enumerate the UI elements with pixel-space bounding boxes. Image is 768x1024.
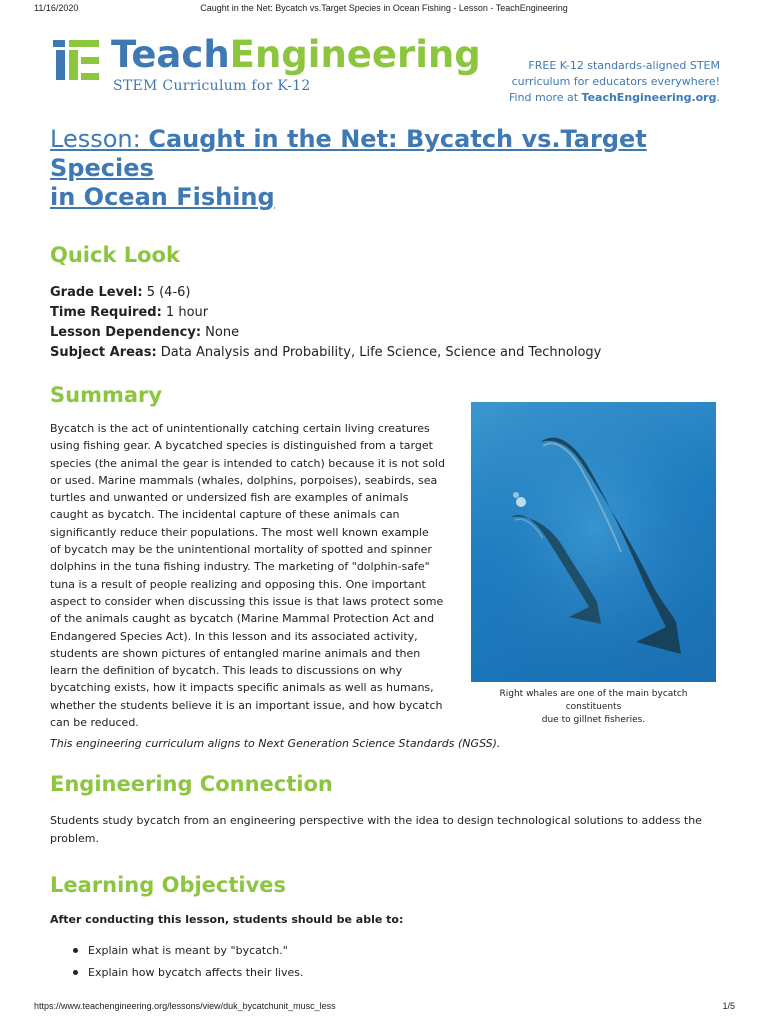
whale-illustration xyxy=(471,402,716,682)
quick-look-heading: Quick Look xyxy=(50,243,180,267)
summary-line: students are shown pictures of entangled marine animals and then xyxy=(50,646,421,660)
summary-text xyxy=(50,420,460,731)
engineering-connection-heading: Engineering Connection xyxy=(50,772,333,796)
print-header xyxy=(0,0,768,14)
lesson-title-link[interactable] xyxy=(50,125,647,211)
learning-objectives-heading: Learning Objectives xyxy=(50,873,287,897)
summary-line: of bycatch may be the unintentional mortality of spotted and spinner xyxy=(50,543,432,557)
summary-line: learn the definition of bycatch. This leads to discussions on why xyxy=(50,664,403,678)
print-page-number: 1/5 xyxy=(722,1001,735,1011)
ngss-note: This engineering curriculum aligns to Next Generation Science Standards (NGSS). xyxy=(50,737,501,750)
summary-line: species (the animal the gear is intended to catch) because it is not sold xyxy=(50,456,445,470)
summary-heading: Summary xyxy=(50,383,163,407)
lesson-dependency-row xyxy=(50,323,601,343)
lesson-prefix: Lesson: xyxy=(50,125,149,153)
logo-wordmark xyxy=(111,33,481,76)
lesson-name-line-1: Caught in the Net: Bycatch vs.Target Species xyxy=(50,125,647,182)
photo-caption-line-1: Right whales are one of the main bycatch constituents xyxy=(499,689,688,712)
summary-line: Bycatch is the act of unintentionally catching certain living creatures xyxy=(50,422,430,435)
promo-line-1: FREE K-12 standards-aligned STEM xyxy=(528,59,720,72)
time-required-value: 1 hour xyxy=(161,305,209,320)
promo-line-2: curriculum for educators everywhere! xyxy=(511,75,720,88)
summary-line: significantly reduce their populations. The most well known example xyxy=(50,525,429,539)
engineering-connection-line-2: problem. xyxy=(50,832,100,845)
promo-line-3-prefix: Find more at xyxy=(508,91,582,104)
logo-word-engineering: Engineering xyxy=(229,33,481,76)
logo-mark-icon xyxy=(53,40,99,80)
right-whales-photo xyxy=(471,402,716,682)
objective-text: Explain how bycatch affects their lives. xyxy=(88,966,304,979)
time-required-row xyxy=(50,303,601,323)
learning-objectives-lead: After conducting this lesson, students should be able to: xyxy=(50,913,404,926)
logo-word-teach: Teach xyxy=(111,33,230,76)
logo-tagline: STEM Curriculum for K-12 xyxy=(113,78,311,94)
engineering-connection-text xyxy=(50,812,730,848)
photo-caption xyxy=(471,688,716,727)
grade-level-label: Grade Level: xyxy=(50,285,143,300)
grade-level-row xyxy=(50,283,601,303)
engineering-connection-line-1: Students study bycatch from an engineering perspective with the idea to design technological solutions to addess the xyxy=(50,814,702,827)
promo-line-3-suffix: . xyxy=(716,91,720,104)
lesson-dependency-label: Lesson Dependency: xyxy=(50,325,202,340)
lesson-name-line-2: in Ocean Fishing xyxy=(50,183,275,211)
summary-line: Endangered Species Act). In this lesson and its associated activity, xyxy=(50,629,418,643)
summary-line: whether the students believe it is an important issue, and how bycatch xyxy=(50,698,443,712)
lesson-dependency-value: None xyxy=(201,325,240,340)
photo-caption-line-2: due to gillnet fisheries. xyxy=(541,715,646,725)
bullet-icon xyxy=(73,970,78,975)
summary-line: or used. Marine mammals (whales, dolphins, porpoises), seabirds, sea xyxy=(50,473,438,487)
list-item xyxy=(70,940,304,962)
summary-line: caught as bycatch. The incidental capture of these animals can xyxy=(50,508,400,522)
summary-line: bycatching exists, how it impacts specific animals as well as humans, xyxy=(50,681,434,695)
print-footer xyxy=(0,998,768,1012)
print-url: https://www.teachengineering.org/lessons/view/duk_bycatchunit_musc_less xyxy=(34,1001,336,1011)
summary-line: turtles and unwanted or undersized fish are examples of animals xyxy=(50,491,409,505)
subject-areas-label: Subject Areas: xyxy=(50,345,157,360)
summary-line: dolphins in the tuna fishing industry. The marketing of "dolphin-safe" xyxy=(50,560,430,574)
grade-level-value: 5 (4-6) xyxy=(142,285,191,300)
bullet-icon xyxy=(73,948,78,953)
promo-site-link[interactable]: TeachEngineering.org xyxy=(581,91,717,104)
subject-areas-row xyxy=(50,343,601,363)
promo-line-3 xyxy=(500,90,720,106)
summary-line: of the animals caught as bycatch (Marine Mammal Protection Act and xyxy=(50,612,435,626)
summary-line: can be reduced. xyxy=(50,716,139,730)
summary-line: using fishing gear. A bycatched species is distinguished from a target xyxy=(50,439,433,453)
quick-look-details xyxy=(50,283,601,363)
objective-text: Explain what is meant by "bycatch." xyxy=(88,944,288,957)
teachengineering-logo[interactable] xyxy=(53,33,481,98)
lesson-title[interactable] xyxy=(50,125,730,212)
list-item xyxy=(70,962,304,984)
promo-text xyxy=(500,58,720,106)
summary-line: aspect to consider when discussing this issue is that laws protect some xyxy=(50,594,444,608)
subject-areas-value: Data Analysis and Probability, Life Science, Science and Technology xyxy=(156,345,602,360)
summary-line: tuna is a result of people realizing and opposing this. One important xyxy=(50,577,426,591)
print-page-title: Caught in the Net: Bycatch vs.Target Species in Ocean Fishing - Lesson - TeachEngineering xyxy=(200,3,568,13)
print-date: 11/16/2020 xyxy=(34,3,79,13)
learning-objectives-list xyxy=(70,940,304,984)
time-required-label: Time Required: xyxy=(50,305,162,320)
